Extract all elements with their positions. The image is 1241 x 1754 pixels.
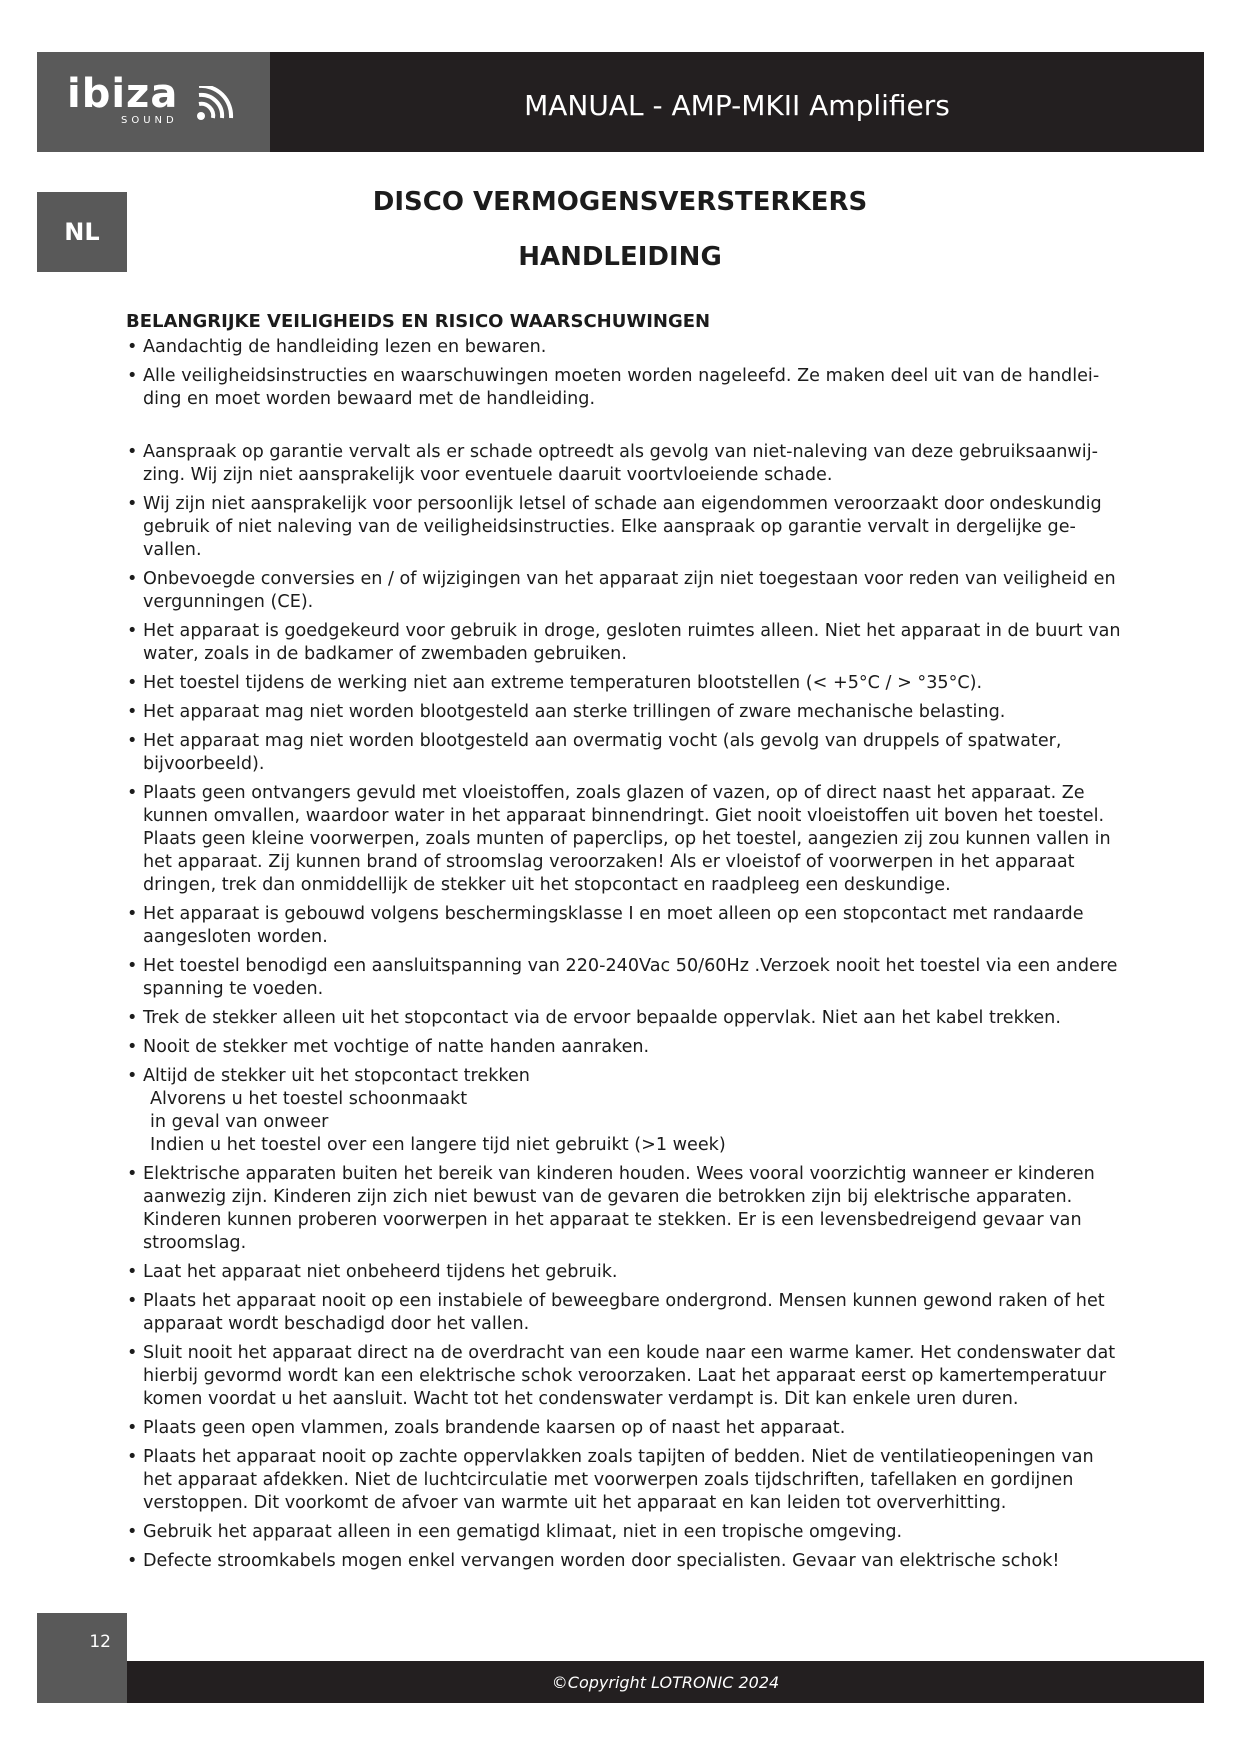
- logo-text: ibiza: [67, 71, 179, 117]
- list-item: • Plaats geen open vlammen, zoals brandende kaarsen op of naast het apparaat.: [126, 1417, 1126, 1440]
- list-item: • Het apparaat mag niet worden blootgesteld aan sterke trillingen of zware mechanische belasting.: [126, 701, 1126, 724]
- list-item: • Het toestel tijdens de werking niet aan extreme temperaturen blootstellen (< +5°C / > °35°C).: [126, 672, 1126, 695]
- list-item: • Nooit de stekker met vochtige of natte handen aanraken.: [126, 1036, 1126, 1059]
- list-item: • Aanspraak op garantie vervalt als er schade optreedt als gevolg van niet-naleving van deze gebruiksaanwij- zing. Wij zijn niet aansprakelijk voor eventuele daaruit voortvloeiende schade.: [126, 441, 1126, 487]
- page-number: [37, 1613, 127, 1703]
- list-item: • Het apparaat mag niet worden blootgesteld aan overmatig vocht (als gevolg van druppels of spatwater, bijvoorbeeld).: [126, 730, 1126, 776]
- list-item: • Laat het apparaat niet onbeheerd tijdens het gebruik.: [126, 1261, 1126, 1284]
- page-number-text: 12: [89, 1632, 111, 1652]
- sound-waves-icon: [195, 86, 239, 122]
- list-item: • Trek de stekker alleen uit het stopcontact via de ervoor bepaalde oppervlak. Niet aan het kabel trekken.: [126, 1007, 1126, 1030]
- brand-logo: [37, 52, 270, 152]
- safety-section: [126, 310, 1126, 1579]
- page-header: [37, 52, 1204, 152]
- unplug-case: in geval van onweer: [150, 1112, 329, 1132]
- section-heading: BELANGRIJKE VEILIGHEIDS EN RISICO WAARSCHUWINGEN: [126, 311, 711, 332]
- list-item: • Het toestel benodigd een aansluitspanning van 220-240Vac 50/60Hz .Verzoek nooit het toestel via een andere spanning te voeden.: [126, 955, 1126, 1001]
- unplug-case: Indien u het toestel over een langere tijd niet gebruikt (>1 week): [150, 1135, 726, 1155]
- copyright-footer: ©Copyright LOTRONIC 2024: [127, 1661, 1204, 1703]
- list-item: • Het apparaat is goedgekeurd voor gebruik in droge, gesloten ruimtes alleen. Niet het apparaat in de buurt van water, zoals in de badkamer of zwembaden gebruiken.: [126, 620, 1126, 666]
- document-title: DISCO VERMOGENSVERSTERKERS: [372, 187, 868, 217]
- list-item: • Defecte stroomkabels mogen enkel vervangen worden door specialisten. Gevaar van elektrische schok!: [126, 1550, 1126, 1573]
- list-item: • Plaats het apparaat nooit op een instabiele of beweegbare ondergrond. Mensen kunnen gewond raken of het apparaat wordt beschadigd door het vallen.: [126, 1290, 1126, 1336]
- list-item: • Het apparaat is gebouwd volgens beschermingsklasse I en moet alleen op een stopcontact met randaarde aangesloten worden.: [126, 903, 1126, 949]
- list-item: [126, 1065, 1126, 1157]
- list-item: • Alle veiligheidsinstructies en waarschuwingen moeten worden nageleefd. Ze maken deel uit van de handlei- ding en moet worden bewaard met de handleiding.: [126, 365, 1126, 411]
- logo-subtext: SOUND: [121, 115, 178, 126]
- list-item: • Wij zijn niet aansprakelijk voor persoonlijk letsel of schade aan eigendommen veroorzaakt door ondeskundig gebruik of niet naleving van de veiligheidsinstructies. Elke aanspraak op garantie vervalt in dergelijke ge- vallen.: [126, 493, 1126, 562]
- safety-list: [126, 336, 1126, 1573]
- list-item: • Elektrische apparaten buiten het bereik van kinderen houden. Wees vooral voorzichtig wanneer er kinderen aanwezig zijn. Kinderen zijn zich niet bewust van de gevaren die betrokken zijn bij elektrische apparaten. Kinderen kunnen proberen voorwerpen in het apparaat te stekken. Er is een levensbedreigend gevaar van stroomslag.: [126, 1163, 1126, 1255]
- list-item: • Sluit nooit het apparaat direct na de overdracht van een koude naar een warme kamer. Het condenswater dat hierbij gevormd wordt kan een elektrische schok veroorzaken. Laat het apparaat eerst op kamertemperatuur komen voordat u het aansluit. Wacht tot het condenswater verdampt is. Dit kan enkele uren duren.: [126, 1342, 1126, 1411]
- document-subtitle: HANDLEIDING: [518, 242, 722, 272]
- list-item: • Aandachtig de handleiding lezen en bewaren.: [126, 336, 1126, 359]
- list-item: • Gebruik het apparaat alleen in een gematigd klimaat, niet in een tropische omgeving.: [126, 1521, 1126, 1544]
- list-item: • Onbevoegde conversies en / of wijzigingen van het apparaat zijn niet toegestaan voor reden van veiligheid en vergunningen (CE).: [126, 568, 1126, 614]
- list-item: • Plaats geen ontvangers gevuld met vloeistoffen, zoals glazen of vazen, op of direct naast het apparaat. Ze kunnen omvallen, waardoor water in het apparaat binnendringt. Giet nooit vloeistoffen uit boven het toestel. Plaats geen kleine voorwerpen, zoals munten of paperclips, op het toestel, aangezien zij zou kunnen vallen in het apparaat. Zij kunnen brand of stroomslag veroorzaken! Als er vloeistof of voorwerpen in het apparaat dringen, trek dan onmiddellijk de stekker uit het stopcontact en raadpleeg een deskundige.: [126, 782, 1126, 897]
- manual-title: MANUAL - AMP-MKII Amplifiers: [524, 89, 950, 122]
- language-tab: NL: [37, 192, 127, 272]
- unplug-intro: Altijd de stekker uit het stopcontact trekken: [143, 1066, 530, 1086]
- unplug-case: Alvorens u het toestel schoonmaakt: [150, 1089, 468, 1109]
- list-item: • Plaats het apparaat nooit op zachte oppervlakken zoals tapijten of bedden. Niet de ventilatieopeningen van het apparaat afdekken. Niet de luchtcirculatie met voorwerpen zoals tijdschriften, tafellaken en gordijnen verstoppen. Dit voorkomt de afvoer van warmte uit het apparaat en kan leiden tot oververhitting.: [126, 1446, 1126, 1515]
